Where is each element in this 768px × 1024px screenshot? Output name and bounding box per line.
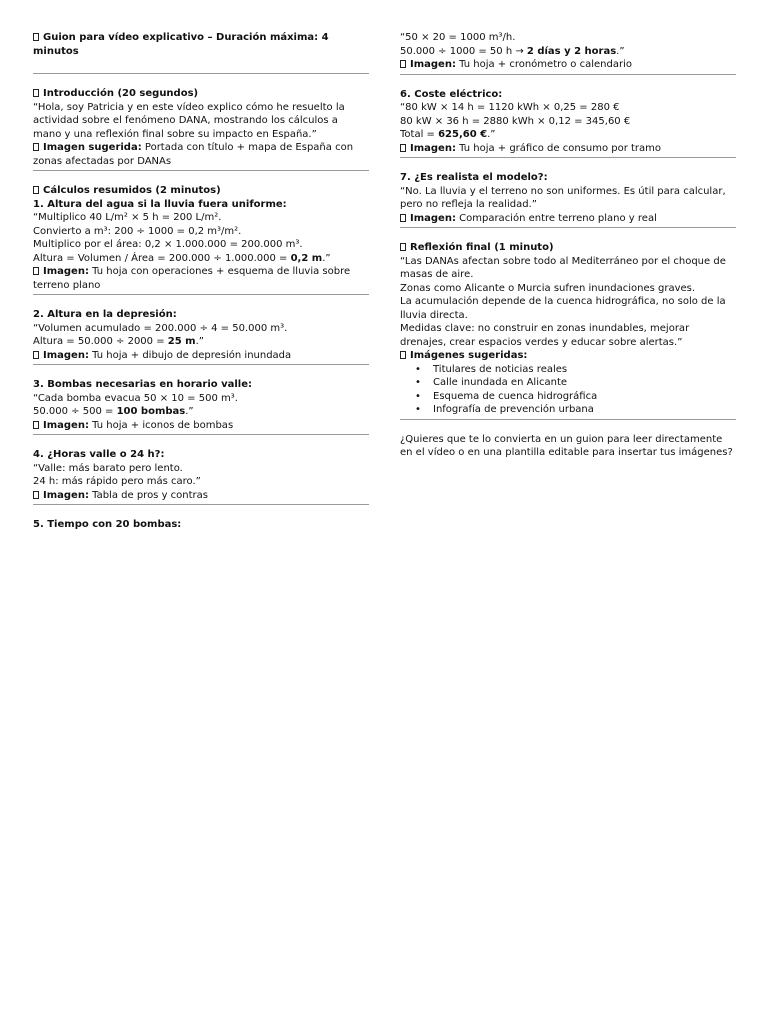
step-6-image-note: Imagen: Tu hoja + gráfico de consumo por tramo <box>400 142 736 156</box>
step-6-title: 6. Coste eléctrico: <box>400 88 503 100</box>
emoji-icon <box>33 351 39 359</box>
step-1-line: Multiplico por el área: 0,2 × 1.000.000 = 200.000 m³. <box>33 239 303 250</box>
doc-header-section <box>33 31 369 74</box>
step-5-image-note: Imagen: Tu hoja + cronómetro o calendario <box>400 58 736 72</box>
step-6-line: 80 kW × 36 h = 2880 kWh × 0,12 = 345,60 € <box>400 115 631 127</box>
list-item: • Calle inundada en Alicante <box>433 376 736 390</box>
calc-title: Cálculos resumidos (2 minutos) <box>33 184 369 198</box>
intro-title: Introducción (20 segundos) <box>33 87 369 101</box>
emoji-icon <box>33 421 39 429</box>
reflection-line: “Las DANAs afectan sobre todo al Mediterráneo por el choque de masas de aire. <box>400 255 726 280</box>
step-5-line: 50.000 ÷ 1000 = 50 h → 2 días y 2 horas.” <box>400 45 625 57</box>
step-4-section <box>33 448 369 505</box>
step-5-title: 5. Tiempo con 20 bombas: <box>33 519 182 530</box>
step-1-line: Altura = Volumen / Área = 200.000 ÷ 1.000.000 = 0,2 m.” <box>33 252 331 264</box>
left-column <box>33 31 369 547</box>
reflection-title: Reflexión final (1 minuto) <box>400 241 736 255</box>
intro-quote: “Hola, soy Patricia y en este vídeo explico cómo he resuelto la actividad sobre el fenómeno DANA, mostrando los cálculos a mano y una reflexión final sobre su impacto en España.” <box>33 101 345 140</box>
emoji-icon <box>400 144 406 152</box>
calc-section-1 <box>33 184 369 295</box>
step-4-title: 4. ¿Horas valle o 24 h?: <box>33 449 165 460</box>
step-7-title: 7. ¿Es realista el modelo?: <box>400 172 548 183</box>
intro-section <box>33 87 369 171</box>
reflection-line: Medidas clave: no construir en zonas inundables, mejorar drenajes, crear espacios verdes y educar sobre alertas.” <box>400 323 690 348</box>
list-item: • Titulares de noticias reales <box>433 363 736 377</box>
step-5-line: “50 × 20 = 1000 m³/h. <box>400 32 516 43</box>
reflection-section <box>400 241 736 420</box>
emoji-icon <box>400 243 406 251</box>
suggested-images-list <box>400 363 736 417</box>
doc-title: Guion para vídeo explicativo – Duración máxima: 4 minutos <box>33 32 329 57</box>
emoji-icon <box>400 214 406 222</box>
step-1-title: 1. Altura del agua si la lluvia fuera uniforme: <box>33 198 287 210</box>
step-7-image-note: Imagen: Comparación entre terreno plano y real <box>400 212 736 226</box>
reflection-line: La acumulación depende de la cuenca hidrográfica, no solo de la lluvia directa. <box>400 296 726 321</box>
step-6-line: Total = 625,60 €.” <box>400 129 496 140</box>
step-3-image-note: Imagen: Tu hoja + iconos de bombas <box>33 419 369 433</box>
step-2-line: “Volumen acumulado = 200.000 ÷ 4 = 50.000 m³. <box>33 322 288 334</box>
list-item: • Infografía de prevención urbana <box>433 403 736 417</box>
emoji-icon <box>400 60 406 68</box>
right-column <box>400 31 736 460</box>
emoji-icon <box>33 89 39 97</box>
step-7-line: “No. La lluvia y el terreno no son uniformes. Es útil para calcular, pero no refleja la realidad.” <box>400 185 726 210</box>
emoji-icon <box>400 351 406 359</box>
step-2-line: Altura = 50.000 ÷ 2000 = 25 m.” <box>33 336 204 347</box>
reflection-line: Zonas como Alicante o Murcia sufren inundaciones graves. <box>400 282 696 294</box>
step-3-line: “Cada bomba evacua 50 × 10 = 500 m³. <box>33 392 238 404</box>
step-3-section <box>33 378 369 435</box>
step-2-title: 2. Altura en la depresión: <box>33 309 177 320</box>
step-4-image-note: Imagen: Tabla de pros y contras <box>33 489 369 503</box>
step-6-section <box>400 88 736 159</box>
step-5-continued <box>400 31 736 75</box>
emoji-icon <box>33 33 39 41</box>
list-item: • Esquema de cuenca hidrográfica <box>433 390 736 404</box>
step-2-section <box>33 308 369 365</box>
emoji-icon <box>33 186 39 194</box>
emoji-icon <box>33 491 39 499</box>
emoji-icon <box>33 143 39 151</box>
step-6-line: “80 kW × 14 h = 1120 kWh × 0,25 = 280 € <box>400 102 620 113</box>
step-4-line: 24 h: más rápido pero más caro.” <box>33 476 201 487</box>
step-4-line: “Valle: más barato pero lento. <box>33 462 183 474</box>
reflection-images-label: Imágenes sugeridas: <box>400 349 736 363</box>
step-1-line: “Multiplico 40 L/m² × 5 h = 200 L/m². <box>33 212 222 223</box>
intro-image-note: Imagen sugerida: Portada con título + mapa de España con zonas afectadas por DANAs <box>33 142 354 167</box>
step-3-line: 50.000 ÷ 500 = 100 bombas.” <box>33 406 194 417</box>
step-3-title: 3. Bombas necesarias en horario valle: <box>33 379 253 390</box>
step-5-section <box>33 518 369 534</box>
step-2-image-note: Imagen: Tu hoja + dibujo de depresión inundada <box>33 349 369 363</box>
closing-question: ¿Quieres que te lo convierta en un guion para leer directamente en el vídeo o en una plantilla editable para insertar tus imágenes? <box>400 433 733 458</box>
emoji-icon <box>33 267 39 275</box>
step-7-section <box>400 171 736 228</box>
step-1-line: Convierto a m³: 200 ÷ 1000 = 0,2 m³/m². <box>33 225 242 237</box>
step-1-image-note: Imagen: Tu hoja con operaciones + esquema de lluvia sobre terreno plano <box>33 266 351 291</box>
